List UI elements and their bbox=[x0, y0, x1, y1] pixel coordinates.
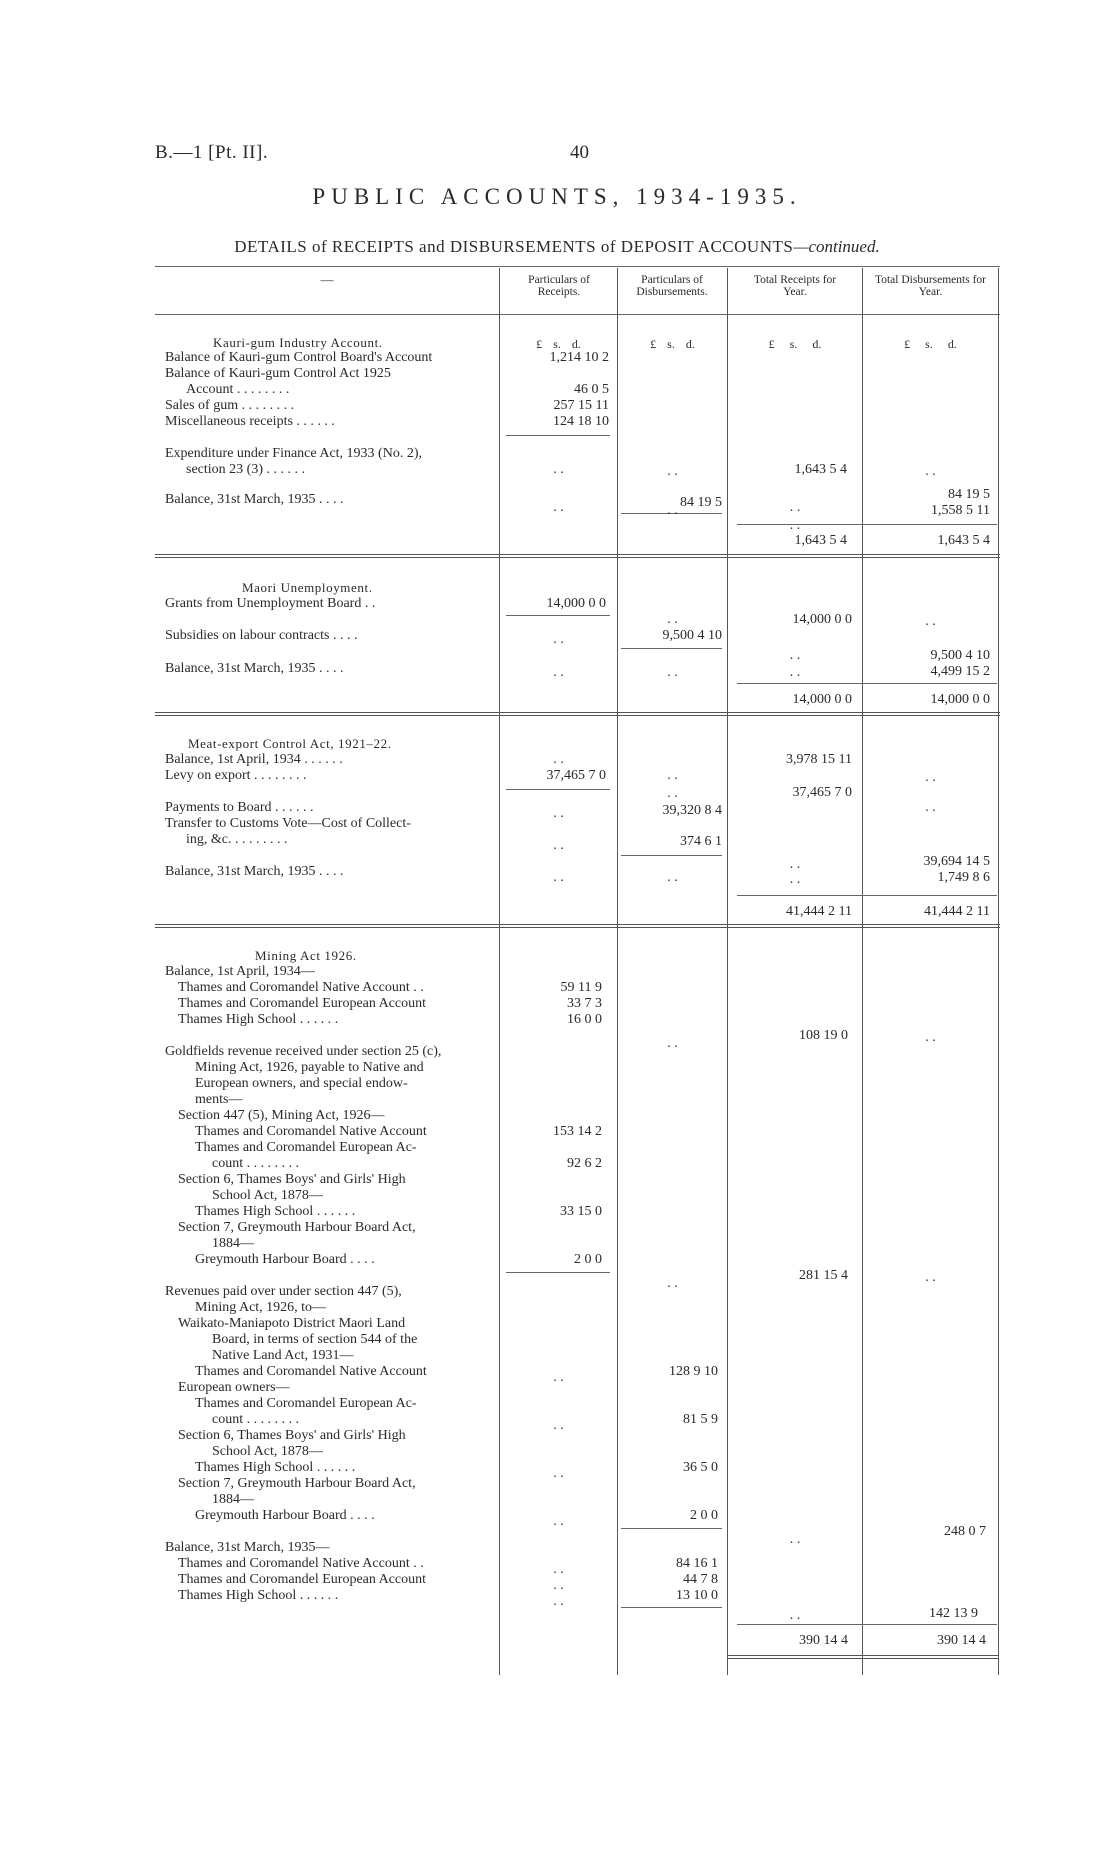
subtitle-main: DETAILS of RECEIPTS and DISBURSEMENTS of DEPOSIT ACCOUNTS bbox=[234, 237, 794, 256]
mining-line-33: Greymouth Harbour Board . . . . bbox=[195, 1508, 375, 1523]
mining-line-28: Section 6, Thames Boys' and Girls' High bbox=[178, 1428, 406, 1443]
kauri-receipt-2: 46 0 5 bbox=[574, 382, 609, 397]
table-top-rule bbox=[155, 266, 1000, 267]
mining-line-11: Thames and Coromandel European Ac- bbox=[195, 1140, 417, 1155]
meat-disb-3: 39,320 8 4 bbox=[662, 803, 722, 818]
mining-total-disbursements: 390 14 4 bbox=[937, 1633, 986, 1648]
mining-receipt-7: 2 0 0 bbox=[574, 1252, 602, 1267]
mining-line-26: Thames and Coromandel European Ac- bbox=[195, 1396, 417, 1411]
mining-receipt-6: 33 15 0 bbox=[560, 1204, 602, 1219]
document-reference: B.—1 [Pt. II]. bbox=[155, 142, 269, 163]
meat-receipts-rule bbox=[506, 789, 610, 790]
maori-line-1: Grants from Unemployment Board . . bbox=[165, 596, 376, 611]
mining-total-receipts: 390 14 4 bbox=[799, 1633, 848, 1648]
kauri-receipt-4: 124 18 10 bbox=[553, 414, 609, 429]
kauri-line-8: Balance, 31st March, 1935 . . . . bbox=[165, 492, 344, 507]
mining-disb-3: 36 5 0 bbox=[683, 1460, 718, 1475]
mining-total-receipt-2: 281 15 4 bbox=[799, 1268, 848, 1283]
meat-line-1: Balance, 1st April, 1934 . . . . . . bbox=[165, 752, 343, 767]
kauri-receipt-3: 257 15 11 bbox=[553, 398, 609, 413]
mining-line-35: Thames and Coromandel Native Account . . bbox=[178, 1556, 424, 1571]
maori-section-end-rule bbox=[155, 712, 1000, 716]
column-rule-3 bbox=[727, 268, 728, 1675]
meat-receipt-2: 37,465 7 0 bbox=[546, 768, 606, 783]
kauri-line-1: Balance of Kauri-gum Control Board's Account bbox=[165, 350, 433, 365]
mining-total-receipt-3: . . bbox=[789, 1532, 801, 1547]
mining-receipt-3: 16 0 0 bbox=[567, 1012, 602, 1027]
maori-receipt-2: . . bbox=[553, 632, 564, 647]
mining-receipt-10: . . bbox=[553, 1466, 564, 1481]
kauri-disb-first: . . bbox=[667, 464, 678, 479]
mining-total-disb-4: 142 13 9 bbox=[929, 1606, 978, 1621]
maori-total-receipt-1: 14,000 0 0 bbox=[792, 612, 852, 627]
mining-line-9: Section 447 (5), Mining Act, 1926— bbox=[178, 1108, 385, 1123]
mining-total-receipt-1: 108 19 0 bbox=[799, 1028, 848, 1043]
page-number: 40 bbox=[570, 142, 589, 163]
kauri-line-5: Miscellaneous receipts . . . . . . bbox=[165, 414, 335, 429]
maori-receipt-1: 14,000 0 0 bbox=[546, 596, 606, 611]
mining-line-6: Mining Act, 1926, payable to Native and bbox=[195, 1060, 424, 1075]
currency-header-total-receipts: £ s. d. bbox=[768, 337, 822, 351]
meat-total-disb-4: 1,749 8 6 bbox=[937, 870, 990, 885]
maori-disb-rule bbox=[621, 648, 722, 649]
mining-line-31: Section 7, Greymouth Harbour Board Act, bbox=[178, 1476, 416, 1491]
mining-line-25: European owners— bbox=[178, 1380, 290, 1395]
mining-line-7: European owners, and special endow- bbox=[195, 1076, 408, 1091]
maori-total-disb-1: . . bbox=[925, 614, 936, 629]
mining-line-22: Board, in terms of section 544 of the bbox=[212, 1332, 418, 1347]
maori-disb-3: . . bbox=[667, 665, 678, 680]
mining-line-10: Thames and Coromandel Native Account bbox=[195, 1124, 427, 1139]
meat-total-receipt-4: . . bbox=[789, 872, 801, 887]
kauri-line-3: Account . . . . . . . . bbox=[186, 382, 290, 397]
mining-total-disb-3: 248 0 7 bbox=[944, 1524, 986, 1539]
kauri-total-receipts: 1,643 5 4 bbox=[794, 533, 847, 548]
meat-total-disb-1: . . bbox=[925, 770, 936, 785]
maori-line-2: Subsidies on labour contracts . . . . bbox=[165, 628, 358, 643]
column-rule-5 bbox=[998, 268, 999, 1675]
mining-disb-2: 81 5 9 bbox=[683, 1412, 718, 1427]
table-bottom-rule bbox=[727, 1655, 999, 1659]
maori-line-3: Balance, 31st March, 1935 . . . . bbox=[165, 661, 344, 676]
kauri-disb-exp: 84 19 5 bbox=[680, 495, 722, 510]
mining-line-20: Mining Act, 1926, to— bbox=[195, 1300, 327, 1315]
mining-disb-5: 84 16 1 bbox=[676, 1556, 718, 1571]
mining-receipt-4: 153 14 2 bbox=[553, 1124, 602, 1139]
kauri-total-receipt-3: . . bbox=[789, 500, 801, 515]
kauri-receipt-exp: . . bbox=[553, 462, 564, 477]
meat-line-5: ing, &c. . . . . . . . . bbox=[186, 832, 288, 847]
meat-section-end-rule bbox=[155, 924, 1000, 928]
mining-total-disb-2: . . bbox=[925, 1270, 936, 1285]
mining-line-12: count . . . . . . . . bbox=[212, 1156, 300, 1171]
mining-disb-6: 44 7 8 bbox=[683, 1572, 718, 1587]
mining-line-17: 1884— bbox=[212, 1236, 254, 1251]
meat-disb-2: . . bbox=[667, 786, 678, 801]
section-heading-mining-act: Mining Act 1926. bbox=[255, 948, 357, 963]
meat-line-4: Transfer to Customs Vote—Cost of Collect- bbox=[165, 816, 411, 831]
kauri-total-disb-2: 84 19 5 bbox=[948, 487, 990, 502]
kauri-receipt-1: 1,214 10 2 bbox=[549, 350, 609, 365]
mining-disb-rule-2 bbox=[621, 1607, 722, 1608]
mining-line-32: 1884— bbox=[212, 1492, 254, 1507]
kauri-line-7: section 23 (3) . . . . . . bbox=[186, 462, 305, 477]
kauri-line-2: Balance of Kauri-gum Control Act 1925 bbox=[165, 366, 391, 381]
meat-disb-4: 374 6 1 bbox=[680, 834, 722, 849]
maori-total-receipt-3: . . bbox=[789, 665, 801, 680]
currency-header-disbursements: £ s. d. bbox=[650, 337, 695, 351]
mining-line-21: Waikato-Maniapoto District Maori Land bbox=[178, 1316, 406, 1331]
column-rule-1 bbox=[499, 268, 500, 1675]
meat-receipt-4: . . bbox=[553, 838, 564, 853]
currency-header-total-disbursements: £ s. d. bbox=[904, 337, 957, 351]
maori-total-receipts: 14,000 0 0 bbox=[792, 692, 852, 707]
mining-receipt-13: . . bbox=[553, 1578, 564, 1593]
mining-receipt-2: 33 7 3 bbox=[567, 996, 602, 1011]
mining-line-24: Thames and Coromandel Native Account bbox=[195, 1364, 427, 1379]
section-heading-maori-unemployment: Maori Unemployment. bbox=[242, 580, 373, 595]
meat-total-receipt-2: 37,465 7 0 bbox=[792, 785, 852, 800]
mining-line-36: Thames and Coromandel European Account bbox=[178, 1572, 427, 1587]
maori-disb-2: 9,500 4 10 bbox=[662, 628, 722, 643]
maori-total-disb-3: 4,499 15 2 bbox=[930, 664, 990, 679]
kauri-total-rule bbox=[737, 524, 997, 525]
mining-line-5: Goldfields revenue received under section 25 (c), bbox=[165, 1044, 442, 1059]
mining-receipt-12: . . bbox=[553, 1562, 564, 1577]
mining-disb-rule-1 bbox=[621, 1528, 722, 1529]
kauri-total-receipt-1: 1,643 5 4 bbox=[794, 462, 847, 477]
kauri-line-6: Expenditure under Finance Act, 1933 (No. 2), bbox=[165, 446, 422, 461]
mining-receipts-rule bbox=[506, 1272, 610, 1273]
mining-line-8: ments— bbox=[195, 1092, 243, 1107]
mining-line-3: Thames and Coromandel European Account bbox=[178, 996, 427, 1011]
meat-total-receipt-3: . . bbox=[789, 857, 801, 872]
meat-total-disb-2: . . bbox=[925, 800, 936, 815]
kauri-receipts-subtotal-rule bbox=[506, 435, 610, 436]
kauri-line-4: Sales of gum . . . . . . . . bbox=[165, 398, 295, 413]
mining-disb-4: 2 0 0 bbox=[690, 1508, 718, 1523]
maori-total-disb-2: 9,500 4 10 bbox=[930, 648, 990, 663]
mining-line-23: Native Land Act, 1931— bbox=[212, 1348, 354, 1363]
meat-line-6: Balance, 31st March, 1935 . . . . bbox=[165, 864, 344, 879]
page-title: PUBLIC ACCOUNTS, 1934-1935. bbox=[312, 184, 802, 209]
meat-total-receipt-1: 3,978 15 11 bbox=[786, 752, 852, 767]
mining-receipt-11: . . bbox=[553, 1514, 564, 1529]
kauri-total-receipt-2: . . bbox=[789, 518, 801, 533]
kauri-total-disb-1: . . bbox=[925, 464, 936, 479]
mining-line-13: Section 6, Thames Boys' and Girls' High bbox=[178, 1172, 406, 1187]
mining-line-29: School Act, 1878— bbox=[212, 1444, 323, 1459]
mining-disb-a: . . bbox=[667, 1036, 678, 1051]
meat-receipt-5: . . bbox=[553, 870, 564, 885]
mining-line-14: School Act, 1878— bbox=[212, 1188, 323, 1203]
section-heading-meat-export: Meat-export Control Act, 1921–22. bbox=[188, 736, 392, 751]
kauri-section-end-rule bbox=[155, 554, 1000, 558]
kauri-receipt-balance: . . bbox=[553, 500, 564, 515]
mining-receipt-8: . . bbox=[553, 1370, 564, 1385]
mining-line-2: Thames and Coromandel Native Account . . bbox=[178, 980, 424, 995]
meat-disb-rule bbox=[621, 855, 722, 856]
mining-receipt-1: 59 11 9 bbox=[560, 980, 602, 995]
kauri-total-disbursements: 1,643 5 4 bbox=[937, 533, 990, 548]
subtitle-continued: —continued. bbox=[793, 237, 880, 256]
col-head-total-receipts: Total Receipts for Year. bbox=[753, 274, 837, 298]
maori-total-receipt-2: . . bbox=[789, 648, 801, 663]
currency-header-receipts: £ s. d. bbox=[536, 337, 581, 351]
kauri-total-disb-3: 1,558 5 11 bbox=[931, 503, 990, 518]
mining-line-1: Balance, 1st April, 1934— bbox=[165, 964, 315, 979]
mining-receipt-5: 92 6 2 bbox=[567, 1156, 602, 1171]
meat-receipt-1: . . bbox=[553, 752, 564, 767]
meat-total-disbursements: 41,444 2 11 bbox=[924, 904, 990, 919]
meat-total-receipts: 41,444 2 11 bbox=[786, 904, 852, 919]
section-heading-kauri-gum: Kauri-gum Industry Account. bbox=[213, 335, 383, 350]
col-head-disbursements: Particulars of Disbursements. bbox=[636, 274, 708, 298]
mining-line-16: Section 7, Greymouth Harbour Board Act, bbox=[178, 1220, 416, 1235]
maori-total-rule bbox=[737, 683, 997, 684]
mining-receipt-9: . . bbox=[553, 1418, 564, 1433]
maori-disb-1: . . bbox=[667, 612, 678, 627]
meat-total-rule bbox=[737, 895, 997, 896]
col-head-receipts: Particulars of Receipts. bbox=[528, 274, 590, 298]
maori-receipt-3: . . bbox=[553, 665, 564, 680]
maori-total-disbursements: 14,000 0 0 bbox=[930, 692, 990, 707]
mining-disb-7: 13 10 0 bbox=[676, 1588, 718, 1603]
mining-line-30: Thames High School . . . . . . bbox=[195, 1460, 356, 1475]
mining-line-37: Thames High School . . . . . . bbox=[178, 1588, 339, 1603]
meat-receipt-3: . . bbox=[553, 806, 564, 821]
mining-total-receipt-4: . . bbox=[789, 1608, 801, 1623]
mining-receipt-14: . . bbox=[553, 1594, 564, 1609]
meat-total-disb-3: 39,694 14 5 bbox=[923, 854, 990, 869]
mining-line-15: Thames High School . . . . . . bbox=[195, 1204, 356, 1219]
mining-total-disb-1: . . bbox=[925, 1030, 936, 1045]
mining-line-27: count . . . . . . . . bbox=[212, 1412, 300, 1427]
mining-total-rule bbox=[737, 1624, 997, 1625]
meat-disb-5: . . bbox=[667, 870, 678, 885]
mining-line-18: Greymouth Harbour Board . . . . bbox=[195, 1252, 375, 1267]
page-subtitle bbox=[0, 237, 1114, 257]
meat-line-3: Payments to Board . . . . . . bbox=[165, 800, 314, 815]
meat-disb-1: . . bbox=[667, 768, 678, 783]
col-head-total-disbursements: Total Disbursements for Year. bbox=[875, 274, 986, 298]
mining-line-34: Balance, 31st March, 1935— bbox=[165, 1540, 330, 1555]
maori-receipts-rule bbox=[506, 615, 610, 616]
mining-line-4: Thames High School . . . . . . bbox=[178, 1012, 339, 1027]
mining-disb-b: . . bbox=[667, 1276, 678, 1291]
mining-disb-1: 128 9 10 bbox=[669, 1364, 718, 1379]
header-bottom-rule bbox=[155, 314, 1000, 315]
kauri-disb-balance: . . bbox=[667, 503, 678, 518]
col-head-description: — bbox=[320, 272, 334, 287]
mining-line-19: Revenues paid over under section 447 (5), bbox=[165, 1284, 402, 1299]
meat-line-2: Levy on export . . . . . . . . bbox=[165, 768, 307, 783]
